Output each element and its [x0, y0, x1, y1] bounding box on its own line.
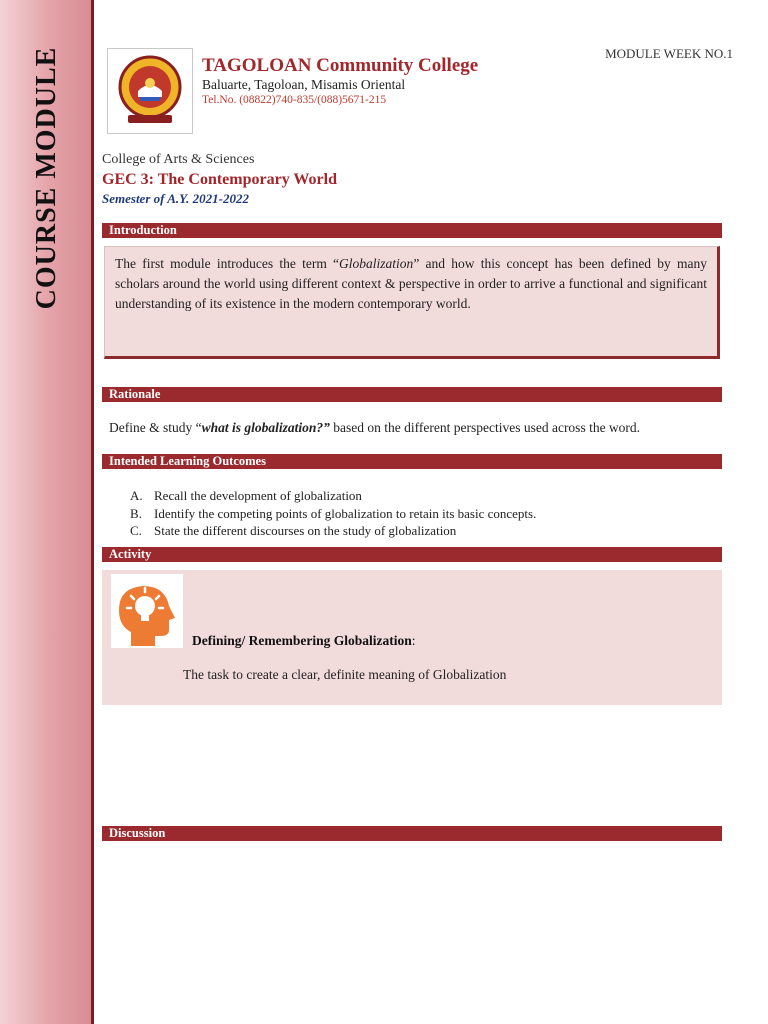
college-name: TAGOLOAN Community College	[202, 55, 479, 76]
activity-box	[102, 570, 722, 705]
rationale-emphasis: what is globalization?”	[201, 420, 330, 435]
discussion-heading: Discussion	[102, 826, 722, 841]
activity-title: Defining/ Remembering Globalization:	[192, 633, 416, 648]
globalization-term: Globalization	[339, 256, 414, 271]
list-item: A. Recall the development of globalization	[130, 488, 362, 503]
list-item: B. Identify the competing points of globalization to retain its basic concepts.	[130, 505, 537, 521]
introduction-heading: Introduction	[102, 223, 722, 238]
college-seal-icon	[108, 49, 192, 133]
list-item: C. State the different discourses on the study of globalization	[130, 523, 457, 538]
introduction-text: The first module introduces the term “Globalization” and how this concept has been defined by many scholars around the world using different context & perspective in order to arrive a functional and significant understanding of its existence in the modern contemporary world.	[115, 256, 708, 311]
learning-outcomes-heading: Intended Learning Outcomes	[102, 454, 722, 469]
introduction-box	[104, 246, 720, 359]
college-logo	[107, 48, 193, 134]
course-title: GEC 3: The Contemporary World	[102, 171, 337, 188]
semester-label: Semester of A.Y. 2021-2022	[102, 191, 249, 206]
rationale-heading: Rationale	[102, 387, 722, 402]
head-lightbulb-icon	[111, 574, 183, 648]
sidebar-band	[0, 0, 94, 1024]
activity-heading: Activity	[102, 547, 722, 562]
course-module-title: COURSE MODULE	[31, 46, 62, 310]
module-week-label: MODULE WEEK NO.1	[605, 46, 733, 61]
college-telephone: Tel.No. (08822)740-835/(088)5671-215	[202, 94, 387, 106]
learning-outcomes-list	[130, 487, 536, 540]
college-address: Baluarte, Tagoloan, Misamis Oriental	[202, 77, 406, 92]
rationale-text: Define & study “what is globalization?” based on the different perspectives used across the word.	[109, 420, 641, 435]
activity-description: The task to create a clear, definite meaning of Globalization	[183, 667, 507, 682]
department-name: College of Arts & Sciences	[102, 152, 255, 167]
